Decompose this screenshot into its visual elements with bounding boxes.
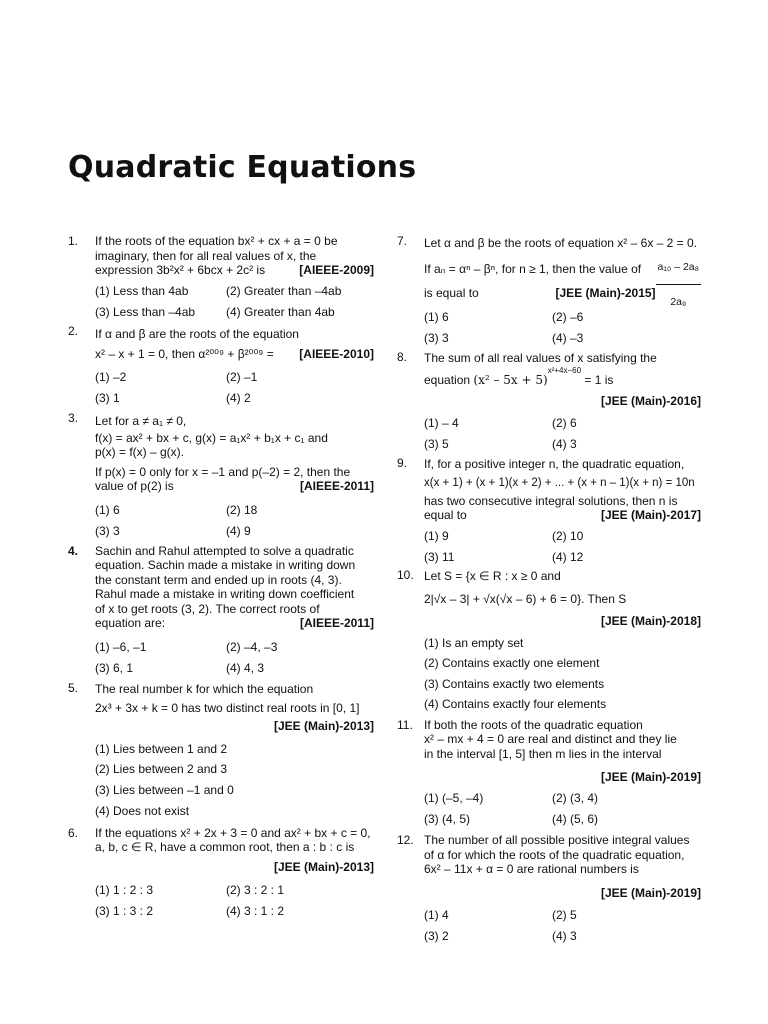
question-number: 10. [397,567,414,582]
option-1: (1) 1 : 2 : 3 [95,882,154,897]
options [424,633,701,715]
option-4: (4) (5, 6) [552,812,599,826]
source-tag: [JEE (Main)-2017] [600,508,701,522]
question-text: If aₙ = αⁿ – βⁿ, for n ≥ 1, then the value of [424,262,642,276]
question-3 [68,411,374,542]
options [95,739,374,822]
options [424,307,656,349]
option-1: (1) – 4 [424,415,459,430]
question-text: If the roots of the equation bx² + cx + a = 0 be [95,234,338,248]
source-tag: [AIEEE-2009] [299,263,374,277]
option-3: (3) 6, 1 [95,660,134,675]
question-text: a, b, c ∈ R, have a common root, then a : b : c is [95,840,355,855]
options [424,788,701,830]
option-2: (2) Greater than –4ab [226,283,342,298]
question-text: Rahul made a mistake in writing down coefficient [95,587,355,601]
option-1: (1) 6 [424,309,449,324]
question-number: 9. [397,455,408,470]
question-text: Let S = {x ∈ R : x ≥ 0 and [424,568,561,583]
option-2: (2) 10 [552,528,584,543]
page-title: Quadratic Equations [68,150,417,185]
fraction [656,250,701,319]
option-2: (2) –4, –3 [226,639,278,654]
question-text: The real number k for which the equation [95,681,314,696]
question-1 [68,234,374,323]
option-3: (3) 3 [95,523,120,538]
question-text: Sachin and Rahul attempted to solve a quadratic [95,543,354,558]
options [95,637,374,679]
question-text: in the interval [1, 5] then m lies in the interval [424,746,662,761]
option-2: (2) –6 [552,309,584,324]
question-number: 6. [68,825,79,840]
question-text: Let α and β be the roots of equation x² – 6x – 2 = 0. [424,236,698,250]
question-number: 5. [68,680,79,695]
option-1: (1) Is an empty set [424,635,524,650]
option-4: (4) 2 [226,390,251,405]
options [95,367,374,409]
question-text: of x to get roots (3, 2). The correct roots of [95,601,320,616]
option-4: (4) Does not exist [95,803,190,818]
question-text: equal to [424,508,467,522]
question-text: 6x² – 11x + α = 0 are rational numbers is [424,862,639,876]
option-2: (2) 3 : 2 : 1 [226,882,285,897]
question-text: x² – x + 1 = 0, then α²⁰⁰⁹ + β²⁰⁰⁹ = [95,346,274,361]
question-text: imaginary, then for all real values of x, the [95,248,317,263]
option-1: (1) 4 [424,907,449,922]
question-12 [397,833,701,947]
option-3: (3) 3 [424,330,449,345]
question-9 [397,456,701,568]
option-3: (3) (4, 5) [424,812,471,826]
exponent: x²+4x−60 [547,365,582,375]
option-4: (4) Greater than 4ab [226,304,335,319]
option-4: (4) 3 : 1 : 2 [226,903,285,918]
question-8 [397,350,701,455]
question-10 [397,568,701,715]
option-1: (1) –6, –1 [95,639,147,654]
option-4: (4) 4, 3 [226,660,265,675]
question-text: If the equations x² + 2x + 3 = 0 and ax² + bx + c = 0, [95,825,371,840]
source-tag: [JEE (Main)-2013] [273,718,374,733]
option-4: (4) 3 [552,928,577,943]
option-3: (3) 1 : 3 : 2 [95,903,154,918]
question-text: of α for which the roots of the quadratic equation, [424,847,685,862]
option-1: (1) 6 [95,502,120,517]
source-tag: [JEE (Main)-2018] [600,613,701,628]
option-4: (4) 9 [226,523,251,538]
option-3: (3) 5 [424,436,449,451]
question-number: 2. [68,323,79,338]
question-text: p(x) = f(x) – g(x). [95,445,185,459]
left-column [68,234,374,922]
question-5 [68,681,374,822]
question-text: the constant term and ended up in roots (4, 3). [95,572,342,587]
question-6 [68,826,374,922]
option-2: (2) 5 [552,907,577,922]
question-text: If α and β are the roots of the equation [95,326,299,341]
option-3: (3) 2 [424,928,449,943]
options [95,500,374,542]
option-1: (1) (–5, –4) [424,791,484,805]
source-tag: [AIEEE-2011] [299,616,374,630]
question-2 [68,324,374,409]
option-1: (1) Less than 4ab [95,283,189,298]
question-text: The number of all possible positive integral values [424,833,690,847]
question-11 [397,718,701,831]
question-text: The sum of all real values of x satisfying the [424,350,657,365]
option-2: (2) –1 [226,369,258,384]
option-2: (2) 6 [552,415,577,430]
option-2: (2) 18 [226,502,258,517]
option-1: (1) –2 [95,369,127,384]
source-tag: [AIEEE-2011] [299,479,374,493]
question-text: value of p(2) is [95,479,174,493]
question-text: x² – mx + 4 = 0 are real and distinct and they lie [424,732,677,746]
source-tag: [JEE (Main)-2013] [273,859,374,874]
question-number: 4. [68,543,79,558]
option-3: (3) Lies between –1 and 0 [95,783,234,798]
question-number: 8. [397,349,408,364]
option-3: (3) Contains exactly two elements [424,676,605,691]
question-text: Let for a ≠ a₁ ≠ 0, [95,413,187,428]
question-4 [68,544,374,679]
question-text: has two consecutive integral solutions, then n is [424,493,678,508]
option-3: (3) 1 [95,390,120,405]
question-number: 7. [397,234,408,248]
source-tag: [JEE (Main)-2015] [555,286,656,300]
equation: x(x + 1) + (x + 1)(x + 2) + ... + (x + n – 1)(x + n) = 10n [424,476,695,489]
option-3: (3) Less than –4ab [95,304,196,319]
option-4: (4) –3 [552,330,584,345]
fraction-numerator: a₁₀ – 2a₈ [656,250,701,285]
fraction-denominator: 2a₉ [670,296,687,308]
question-7 [397,234,701,349]
question-number: 12. [397,833,414,847]
question-number: 11. [397,717,413,732]
question-text: equation. Sachin made a mistake in writing down [95,558,356,572]
options [424,526,701,568]
option-4: (4) 12 [552,549,584,564]
option-2: (2) (3, 4) [552,791,599,805]
options [424,905,701,947]
option-1: (1) 9 [424,528,449,543]
equation: (x² – 5x + 5) [473,372,548,387]
options [95,880,374,922]
source-tag: [JEE (Main)-2019] [600,770,701,784]
option-4: (4) 3 [552,436,577,451]
equation: 2|√x – 3| + √x(√x – 6) + 6 = 0}. Then S [424,591,627,606]
option-3: (3) 11 [424,549,455,564]
options [95,281,374,323]
question-text: expression 3b²x² + 6bcx + 2c² is [95,263,266,277]
source-tag: [AIEEE-2010] [299,346,374,361]
source-tag: [JEE (Main)-2016] [600,393,701,408]
option-2: (2) Lies between 2 and 3 [95,762,228,777]
option-4: (4) Contains exactly four elements [424,697,607,711]
source-tag: [JEE (Main)-2019] [600,885,701,900]
right-column [397,234,701,947]
question-text: is equal to [424,286,479,300]
question-text: equation are: [95,616,166,630]
question-text: f(x) = ax² + bx + c, g(x) = a₁x² + b₁x + c₁ and [95,430,328,445]
question-number: 1. [68,234,79,248]
options [424,413,701,455]
question-text: 2x³ + 3x + k = 0 has two distinct real roots in [0, 1] [95,700,360,715]
question-number: 3. [68,410,79,425]
question-text: equation [424,372,471,387]
question-text: = 1 is [584,372,614,387]
question-text: If, for a positive integer n, the quadratic equation, [424,456,685,471]
option-2: (2) Contains exactly one element [424,656,600,670]
option-1: (1) Lies between 1 and 2 [95,741,228,756]
question-text: If p(x) = 0 only for x = –1 and p(–2) = 2, then the [95,464,351,479]
question-text: If both the roots of the quadratic equation [424,717,643,732]
